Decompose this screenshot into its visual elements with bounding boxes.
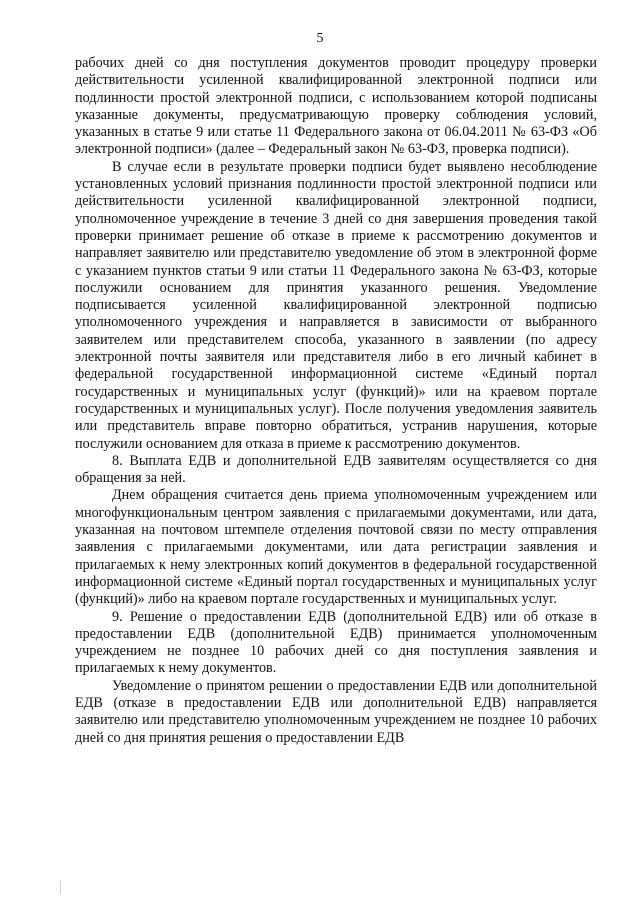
paragraph-decision-notification: Уведомление о принятом решении о предоставлении ЕДВ или дополнительной ЕДВ (отказе в предоставлении ЕДВ или дополнительной ЕДВ) направляется заявителю или представителю уполномоченным учреждением не позднее 10 рабочих дней со дня принятия решения о предоставлении ЕДВ <box>75 677 597 746</box>
paragraph-item-9-decision: 9. Решение о предоставлении ЕДВ (дополнительной ЕДВ) или об отказе в предоставлении ЕДВ (дополнительной ЕДВ) принимается уполномоченным учреждением не позднее 10 рабочих дней со дня поступления заявления и прилагаемых к нему документов. <box>75 608 597 677</box>
page-number: 5 <box>316 31 324 46</box>
paragraph-item-8-payment: 8. Выплата ЕДВ и дополнительной ЕДВ заявителям осуществляется со дня обращения за ней. <box>75 452 597 487</box>
document-body <box>75 55 597 747</box>
paragraph-signature-check-refusal: В случае если в результате проверки подписи будет выявлено несоблюдение установленных условий признания подлинности простой электронной подписи или действительности усиленной квалифицированной электронной подписи, уполномоченное учреждение в течение 3 дней со дня завершения проведения такой проверки принимает решение об отказе в приеме к рассмотрению документов и направляет заявителю или представителю уведомление об этом в электронной форме с указанием пунктов статьи 9 или статьи 11 Федерального закона № 63-ФЗ, которые послужили основанием для принятия указанного решения. Уведомление подписывается усиленной квалифицированной электронной подписью уполномоченного учреждения и направляется в зависимости от выбранного заявителем или представителем способа, указанного в заявлении (по адресу электронной почты заявителя или представителя либо в его личный кабинет в федеральной государственной информационной системе «Единый портал государственных и муниципальных услуг (функций)» или на краевом портале государственных и муниципальных услуг). После получения уведомления заявитель или представитель вправе повторно обратиться, устранив нарушения, которые послужили основанием для отказа в приеме к рассмотрению документов. <box>75 158 597 452</box>
scan-edge-mark <box>60 880 61 894</box>
paragraph-continuation: рабочих дней со дня поступления документов проводит процедуру проверки действительности усиленной квалифицированной электронной подписи или подлинности простой электронной подписи, с использованием которой подписаны указанные документы, предусматривающую проверку соблюдения условий, указанных в статье 9 или статье 11 Федерального закона от 06.04.2011 № 63-ФЗ «Об электронной подписи» (далее – Федеральный закон № 63-ФЗ, проверка подписи). <box>75 55 597 158</box>
paragraph-application-date: Днем обращения считается день приема уполномоченным учреждением или многофункциональным центром заявления с прилагаемыми документами, или дата, указанная на почтовом штемпеле отделения почтовой связи по месту отправления заявления с прилагаемыми документами, или дата регистрации заявления и прилагаемых к нему электронных копий документов в федеральной государственной информационной системе «Единый портал государственных и муниципальных услуг (функций)» либо на краевом портале государственных и муниципальных услуг. <box>75 487 597 608</box>
